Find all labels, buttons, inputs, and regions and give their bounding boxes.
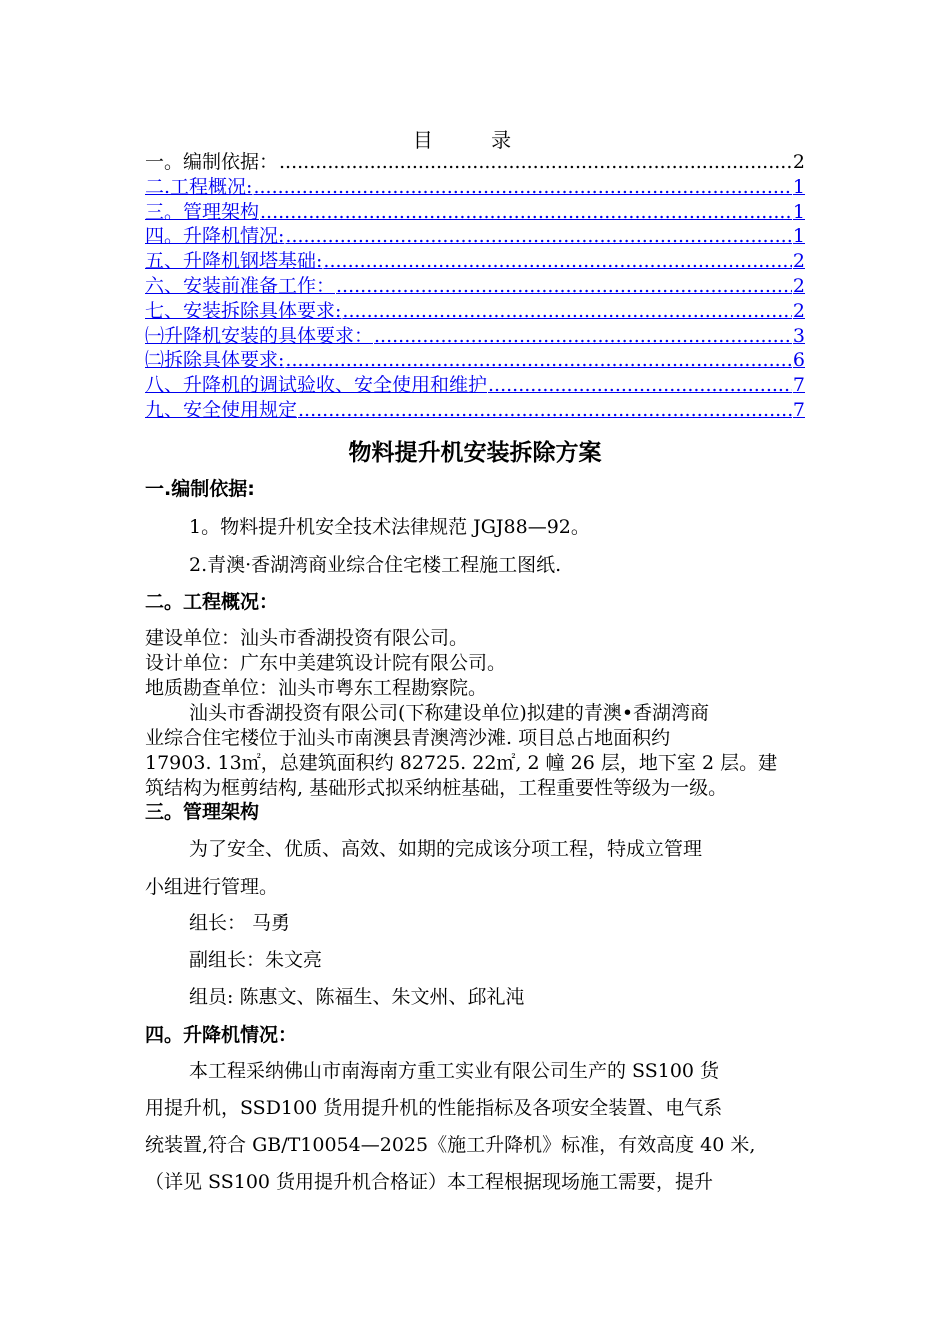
toc-leader-dots (285, 224, 792, 249)
vice-group-leader: 副组长：朱文亮 (189, 949, 323, 971)
toc-leader-dots (488, 373, 792, 398)
toc-entry[interactable] (145, 175, 805, 200)
paragraph-line: 为了安全、优质、高效、如期的完成该分项工程，特成立管理 (189, 838, 703, 860)
toc-entry-page: 7 (792, 374, 805, 397)
toc-leader-dots (279, 150, 792, 175)
toc-entry-page: 2 (792, 250, 805, 273)
toc-entry-page: 2 (792, 299, 805, 322)
table-of-contents (145, 150, 805, 423)
toc-entry[interactable] (145, 398, 805, 423)
toc-entry[interactable] (145, 299, 805, 324)
group-members: 组员: 陈惠文、陈福生、朱文州、邱礼沌 (189, 986, 525, 1008)
toc-entry[interactable] (145, 348, 805, 373)
paragraph-line: 用提升机，SSD100 货用提升机的性能指标及各项安全装置、电气系 (145, 1097, 723, 1119)
toc-entry-page: 3 (792, 324, 805, 347)
survey-unit: 地质勘查单位：汕头市粤东工程勘察院。 (145, 677, 488, 699)
toc-leader-dots (342, 299, 792, 324)
paragraph-line: 小组进行管理。 (145, 876, 279, 898)
paragraph-line: （详见 SS100 货用提升机合格证）本工程根据现场施工需要，提升 (145, 1171, 714, 1193)
toc-entry[interactable] (145, 274, 805, 299)
toc-leader-dots (285, 348, 792, 373)
toc-entry-label: 五、升降机钢塔基础: (145, 250, 323, 273)
toc-entry[interactable] (145, 224, 805, 249)
toc-entry-page: 1 (792, 200, 805, 223)
paragraph-line: 业综合住宅楼位于汕头市南澳县青澳湾沙滩. 项目总占地面积约 (145, 727, 671, 749)
toc-entry-label: 七、安装拆除具体要求: (145, 299, 342, 322)
toc-entry-label: 二.工程概况: (145, 175, 253, 198)
toc-entry-label: 八、升降机的调试验收、安全使用和维护 (145, 374, 488, 397)
paragraph-line: 汕头市香湖投资有限公司(下称建设单位)拟建的青澳•香湖湾商 (189, 702, 710, 724)
toc-entry-page: 2 (792, 151, 805, 173)
toc-leader-dots (253, 175, 791, 200)
toc-entry-label: 六、安装前准备工作： (145, 274, 336, 297)
toc-leader-dots (336, 274, 792, 299)
toc-leader-dots (374, 324, 792, 349)
toc-entry-label: ㈠升降机安装的具体要求： (145, 324, 374, 347)
paragraph-line: 17903. 13㎡，总建筑面积约 82725. 22㎡, 2 幢 26 层，地下室 2 层。建 (145, 752, 778, 774)
toc-entry-page: 1 (792, 175, 805, 198)
paragraph: 1。物料提升机安全技术法律规范 JGJ88—92。 (189, 516, 590, 538)
paragraph-line: 统装置,符合 GB/T10054—2025《施工升降机》标准，有效高度 40 米, (145, 1134, 756, 1156)
paragraph: 2.青澳·香湖湾商业综合住宅楼工程施工图纸. (189, 554, 562, 576)
toc-entry-page: 2 (792, 274, 805, 297)
toc-entry-label: 四。升降机情况: (145, 225, 285, 248)
toc-leader-dots (298, 398, 792, 423)
document-title: 物料提升机安装拆除方案 (348, 440, 602, 466)
toc-entry[interactable] (145, 200, 805, 225)
toc-entry[interactable] (145, 324, 805, 349)
toc-title: 目 录 (412, 128, 538, 152)
section-heading-4: 四。升降机情况： (145, 1024, 298, 1046)
toc-entry-label: 九、安全使用规定 (145, 398, 298, 421)
section-heading-3: 三。管理架构 (145, 801, 260, 823)
section-heading-2: 二。工程概况： (145, 591, 279, 613)
construction-unit: 建设单位：汕头市香湖投资有限公司。 (145, 627, 469, 649)
paragraph-line: 本工程采纳佛山市南海南方重工实业有限公司生产的 SS100 货 (189, 1060, 720, 1082)
toc-entry-label: ㈡拆除具体要求: (145, 349, 285, 372)
toc-entry (145, 150, 805, 175)
group-leader: 组长： 马勇 (189, 912, 291, 934)
toc-leader-dots (260, 200, 792, 225)
toc-leader-dots (323, 249, 792, 274)
toc-entry-page: 1 (792, 225, 805, 248)
toc-entry-label: 三。管理架构 (145, 200, 260, 223)
design-unit: 设计单位：广东中美建筑设计院有限公司。 (145, 652, 507, 674)
toc-entry-page: 7 (792, 398, 805, 421)
toc-entry-page: 6 (792, 349, 805, 372)
toc-entry[interactable] (145, 249, 805, 274)
toc-entry[interactable] (145, 373, 805, 398)
toc-entry-label: 一。编制依据： (145, 151, 279, 173)
paragraph-line: 筑结构为框剪结构, 基础形式拟采纳桩基础，工程重要性等级为一级。 (145, 777, 728, 799)
section-heading-1: 一.编制依据: (145, 478, 255, 500)
